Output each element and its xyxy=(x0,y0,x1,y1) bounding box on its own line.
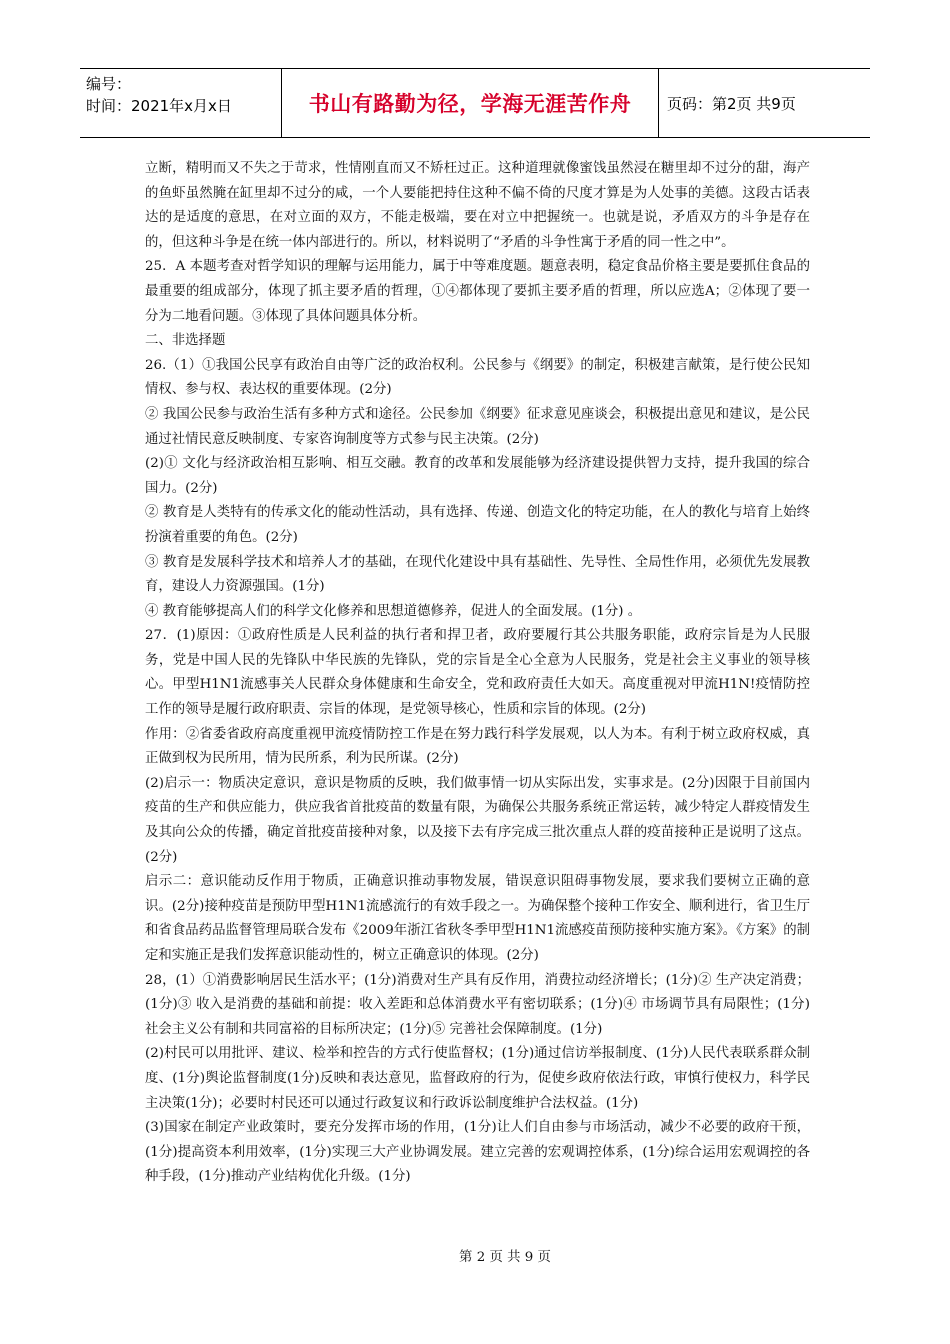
paragraph: 27．(1)原因：①政府性质是人民利益的执行者和捍卫者，政府要履行其公共服务职能，政府宗旨是为人民服务，党是中国人民的先锋队中华民族的先锋队，党的宗旨是全心全意为人民服务，党是社会主义事业的领导核心。甲型H1N1流感事关人民群众身体健康和生命安全，党和政府责任大如天。高度重视对甲流H1N!疫情防控工作的领导是履行政府职责、宗旨的体现，是党领导核心，性质和宗旨的体现。(2分) xyxy=(145,628,810,718)
paragraph: 立断，精明而又不失之于苛求，性情刚直而又不矫枉过正。这种道理就像蜜饯虽然浸在糖里却不过分的甜，海产的鱼虾虽然腌在缸里却不过分的咸，一个人要能把持住这种不偏不倚的尺度才算是为人处事的美德。这段古话表达的是适度的意思，在对立面的双方，不能走极端，要在对立中把握统一。也就是说，矛盾双方的斗争是存在的，但这种斗争是在统一体内部进行的。所以，材料说明了“矛盾的斗争性寓于矛盾的同一性之中”。 xyxy=(145,161,810,250)
number-label: 编号： xyxy=(86,75,132,93)
paragraph: ② 教育是人类特有的传承文化的能动性活动，具有选择、传递、创造文化的特定功能，在人的教化与培育上始终扮演着重要的角色。(2分) xyxy=(145,505,810,545)
paragraph: (3)国家在制定产业政策时，要充分发挥市场的作用，(1分)让人们自由参与市场活动，减少不必要的政府干预，(1分)提高资本利用效率，(1分)实现三大产业协调发展。建立完善的宏观调控体系，(1分)综合运用宏观调控的各种手段，(1分)推动产业结构优化升级。(1分) xyxy=(145,1120,810,1185)
paragraph: ③ 教育是发展科学技术和培养人才的基础，在现代化建设中具有基础性、先导性、全局性作用，必须优先发展教育，建设人力资源强国。(1分) xyxy=(145,554,810,595)
header-motto: 书山有路勤为径，学海无涯苦作舟 xyxy=(282,69,659,137)
paragraph: (2)① 文化与经济政治相互影响、相互交融。教育的改革和发展能够为经济建设提供智力支持，提升我国的综合国力。(2分) xyxy=(145,456,810,496)
paragraph: ④ 教育能够提高人们的科学文化修养和思想道德修养，促进人的全面发展。(1分) 。 xyxy=(145,603,642,619)
paragraph: 25．A 本题考查对哲学知识的理解与运用能力，属于中等难度题。题意表明，稳定食品价格主要是要抓住食品的最重要的组成部分，体现了抓主要矛盾的哲理，①④都体现了要抓主要矛盾的哲理，所以应选A；②体现了要一分为二地看问题。③体现了具体问题具体分析。 xyxy=(145,259,810,324)
answer-text xyxy=(145,157,810,1190)
paragraph: ② 我国公民参与政治生活有多种方式和途径。公民参加《纲要》征求意见座谈会，积极提出意见和建议，是公民通过社情民意反映制度、专家咨询制度等方式参与民主决策。(2分) xyxy=(145,406,810,447)
paragraph: (2)村民可以用批评、建议、检举和控告的方式行使监督权；(1分)通过信访举报制度、(1分)人民代表联系群众制度、(1分)舆论监督制度(1分)反映和表达意见，监督政府的行为，促使乡政府依法行政，审慎行使权力，科学民主决策(1分)；必要时村民还可以通过行政复议和行政诉讼制度维护合法权益。(1分) xyxy=(145,1046,810,1111)
paragraph: 26.（1）①我国公民享有政治自由等广泛的政治权利。公民参与《纲要》的制定，积极建言献策，是行使公民知情权、参与权、表达权的重要体现。(2分) xyxy=(145,357,810,398)
paragraph: (2)启示一：物质决定意识，意识是物质的反映，我们做事情一切从实际出发，实事求是。(2分)因限于目前国内疫苗的生产和供应能力，供应我省首批疫苗的数量有限，为确保公共服务系统正常运转，减少特定人群疫情发生及其向公众的传播，确定首批疫苗接种对象，以及接下去有序完成三批次重点人群的疫苗接种正是说明了这点。(2分) xyxy=(145,775,810,865)
page-header xyxy=(80,68,870,138)
header-meta xyxy=(80,69,282,137)
header-page-label: 页码：第2页 共9页 xyxy=(667,94,796,113)
paragraph: 作用：②省委省政府高度重视甲流疫情防控工作是在努力践行科学发展观，以人为本。有利于树立政府权威，真正做到权为民所用，情为民所系，利为民所谋。(2分) xyxy=(145,726,810,767)
paragraph: 28，(1）①消费影响居民生活水平；(1分)消费对生产具有反作用，消费拉动经济增长；(1分)② 生产决定消费；(1分)③ 收入是消费的基础和前提：收入差距和总体消费水平有密切联系；(1分)④ 市场调节具有局限性；(1分)社会主义公有制和共同富裕的目标所决定；(1分)⑤ 完善社会保障制度。(1分) xyxy=(145,972,810,1037)
paragraph: 启示二：意识能动反作用于物质，正确意识推动事物发展，错误意识阻碍事物发展，要求我们要树立正确的意识。(2分)接种疫苗是预防甲型H1N1流感流行的有效手段之一。为确保整个接种工作安全、顺利进行，省卫生厅和省食品药品监督管理局联合发布《2009年浙江省秋冬季甲型H1N1流感疫苗预防接种实施方案》。《方案》的制定和实施正是我们发挥意识能动性的，树立正确意识的体现。(2分) xyxy=(145,874,810,963)
page-footer: 第 2 页 共 9 页 xyxy=(459,1250,551,1265)
time-label: 时间：2021年x月x日 xyxy=(86,97,232,115)
section-heading: 二、非选择题 xyxy=(145,333,226,349)
